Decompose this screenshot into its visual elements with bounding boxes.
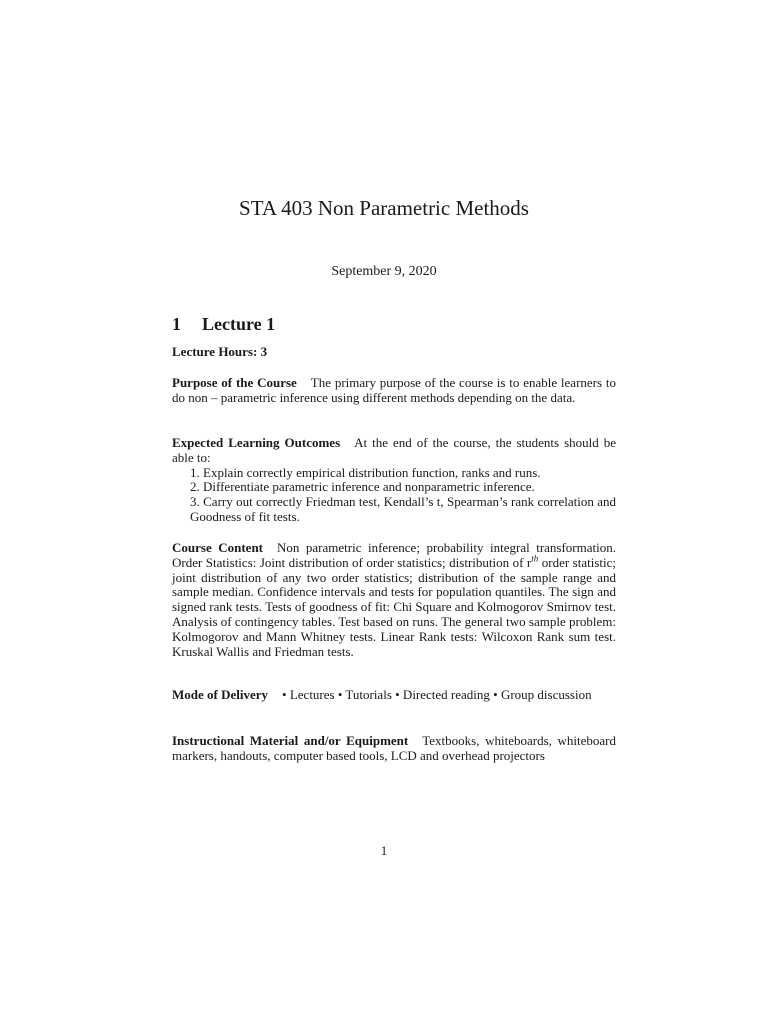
- material-heading: Instructional Material and/or Equipment: [172, 733, 409, 748]
- delivery-text: • Lectures • Tutorials • Directed reading • Group discussion: [282, 687, 592, 702]
- purpose-text: The primary purpose of the course is to enable learners to do non – parametric inference using different methods depending on the data.: [172, 375, 616, 405]
- section-number: 1: [172, 314, 181, 334]
- lecture-hours: [172, 345, 616, 360]
- material-paragraph: [172, 734, 616, 764]
- purpose-heading: Purpose of the Course: [172, 375, 297, 390]
- content-heading: Course Content: [172, 540, 263, 555]
- section-heading: [172, 314, 275, 335]
- content-superscript: th: [531, 553, 539, 564]
- delivery-heading: Mode of Delivery: [172, 687, 269, 702]
- outcome-item: 3. Carry out correctly Friedman test, Kendall’s t, Spearman’s rank correlation and Goodness of fit tests.: [190, 494, 616, 524]
- content-paragraph: [172, 541, 616, 659]
- outcome-item: 1. Explain correctly empirical distribution function, ranks and runs.: [190, 464, 541, 480]
- outcomes-intro: At the end of the course, the students should be able to:: [172, 435, 617, 465]
- content-text-1: Non parametric inference; probability integral transformation. Order Statistics: Joint distribution of order statistics; distribution of r: [172, 540, 616, 570]
- document-title: STA 403 Non Parametric Methods: [239, 196, 529, 220]
- document-date: September 9, 2020: [331, 264, 437, 279]
- lecture-hours-label: Lecture Hours: 3: [172, 344, 268, 359]
- page-number: 1: [380, 843, 388, 858]
- section-title: Lecture 1: [202, 314, 276, 334]
- material-text: Textbooks, whiteboards, whiteboard markers, handouts, computer based tools, LCD and overhead projectors: [172, 733, 616, 763]
- purpose-paragraph: [172, 376, 616, 406]
- outcomes-heading: Expected Learning Outcomes: [172, 435, 341, 450]
- outcomes-paragraph: [172, 436, 616, 525]
- outcome-item: 2. Differentiate parametric inference and nonparametric inference.: [190, 479, 535, 495]
- delivery-paragraph: [172, 688, 616, 703]
- content-text-2: order statistic; joint distribution of any two order statistics; distribution of the sample range and sample median. Confidence intervals and tests for population quantiles. The sign and signed rank tests. Tests of goodness of fit: Chi Square and Kolmogorov Smirnov test. Analysis of contingency tables. Test based on runs. The general two sample problem: Kolmogorov and Mann Whitney tests. Linear Rank tests: Wilcoxon Rank sum test. Kruskal Wallis and Friedman tests.: [172, 554, 616, 659]
